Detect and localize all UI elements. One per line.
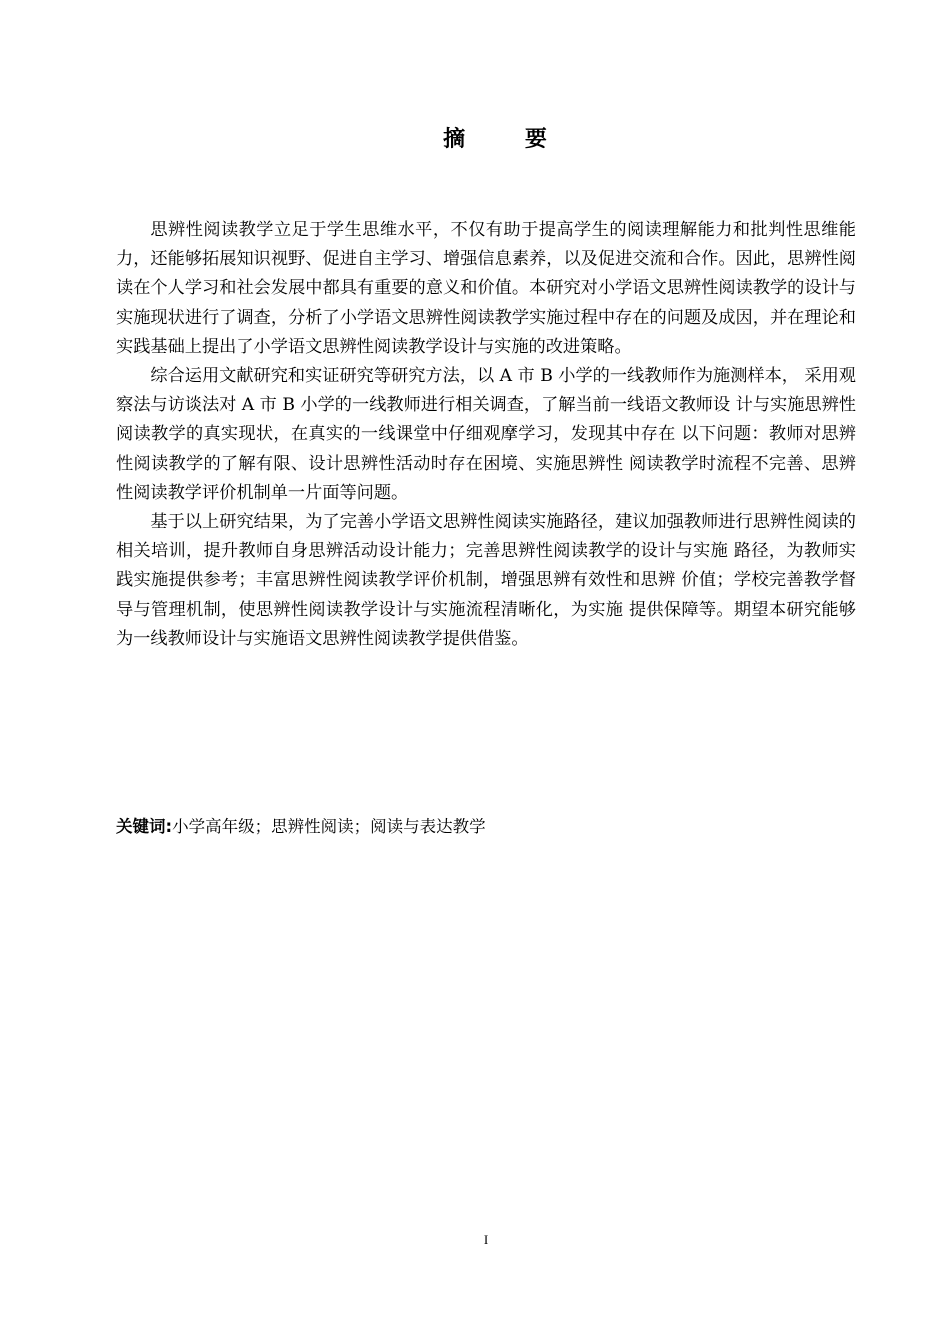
page-number: I <box>483 1232 489 1247</box>
abstract-paragraph-3: 基于以上研究结果，为了完善小学语文思辨性阅读实施路径，建议加强教师进行思辨性阅读的相关培训，提升教师自身思辨活动设计能力；完善思辨性阅读教学的设计与实施 路径，为教师实践实施提供参考；丰富思辨性阅读教学评价机制，增强思辨有效性和思辨 价值；学校完善教学督导与管理机制，使思辨性阅读教学设计与实施流程清晰化，为实施 提供保障等。期望本研究能够为一线教师设计与实施语文思辨性阅读教学提供借鉴。 <box>116 512 856 649</box>
keywords-value: 小学高年级；思辨性阅读；阅读与表达教学 <box>172 817 486 836</box>
keywords-label: 关键词: <box>116 817 173 836</box>
abstract-paragraph-2: 综合运用文献研究和实证研究等研究方法，以 A 市 B 小学的一线教师作为施测样本， 采用观察法与访谈法对 A 市 B 小学的一线教师进行相关调查，了解当前一线语文教师设 计与实施思辨性阅读教学的真实现状，在真实的一线课堂中仔细观摩学习，发现其中存在 以下问题：教师对思辨性阅读教学的了解有限、设计思辨性活动时存在困境、实施思辨性 阅读教学时流程不完善、思辨性阅读教学评价机制单一片面等问题。 <box>116 366 856 503</box>
keywords-line <box>116 813 856 841</box>
abstract-body <box>116 216 856 654</box>
abstract-title: 摘 要 <box>443 127 573 152</box>
abstract-paragraph-1: 思辨性阅读教学立足于学生思维水平，不仅有助于提高学生的阅读理解能力和批判性思维能力，还能够拓展知识视野、促进自主学习、增强信息素养，以及促进交流和合作。因此，思辨性阅读在个人学习和社会发展中都具有重要的意义和价值。本研究对小学语文思辨性阅读教学的设计与实施现状进行了调查，分析了小学语文思辨性阅读教学实施过程中存在的问题及成因，并在理论和实践基础上提出了小学语文思辨性阅读教学设计与实施的改进策略。 <box>116 220 856 357</box>
